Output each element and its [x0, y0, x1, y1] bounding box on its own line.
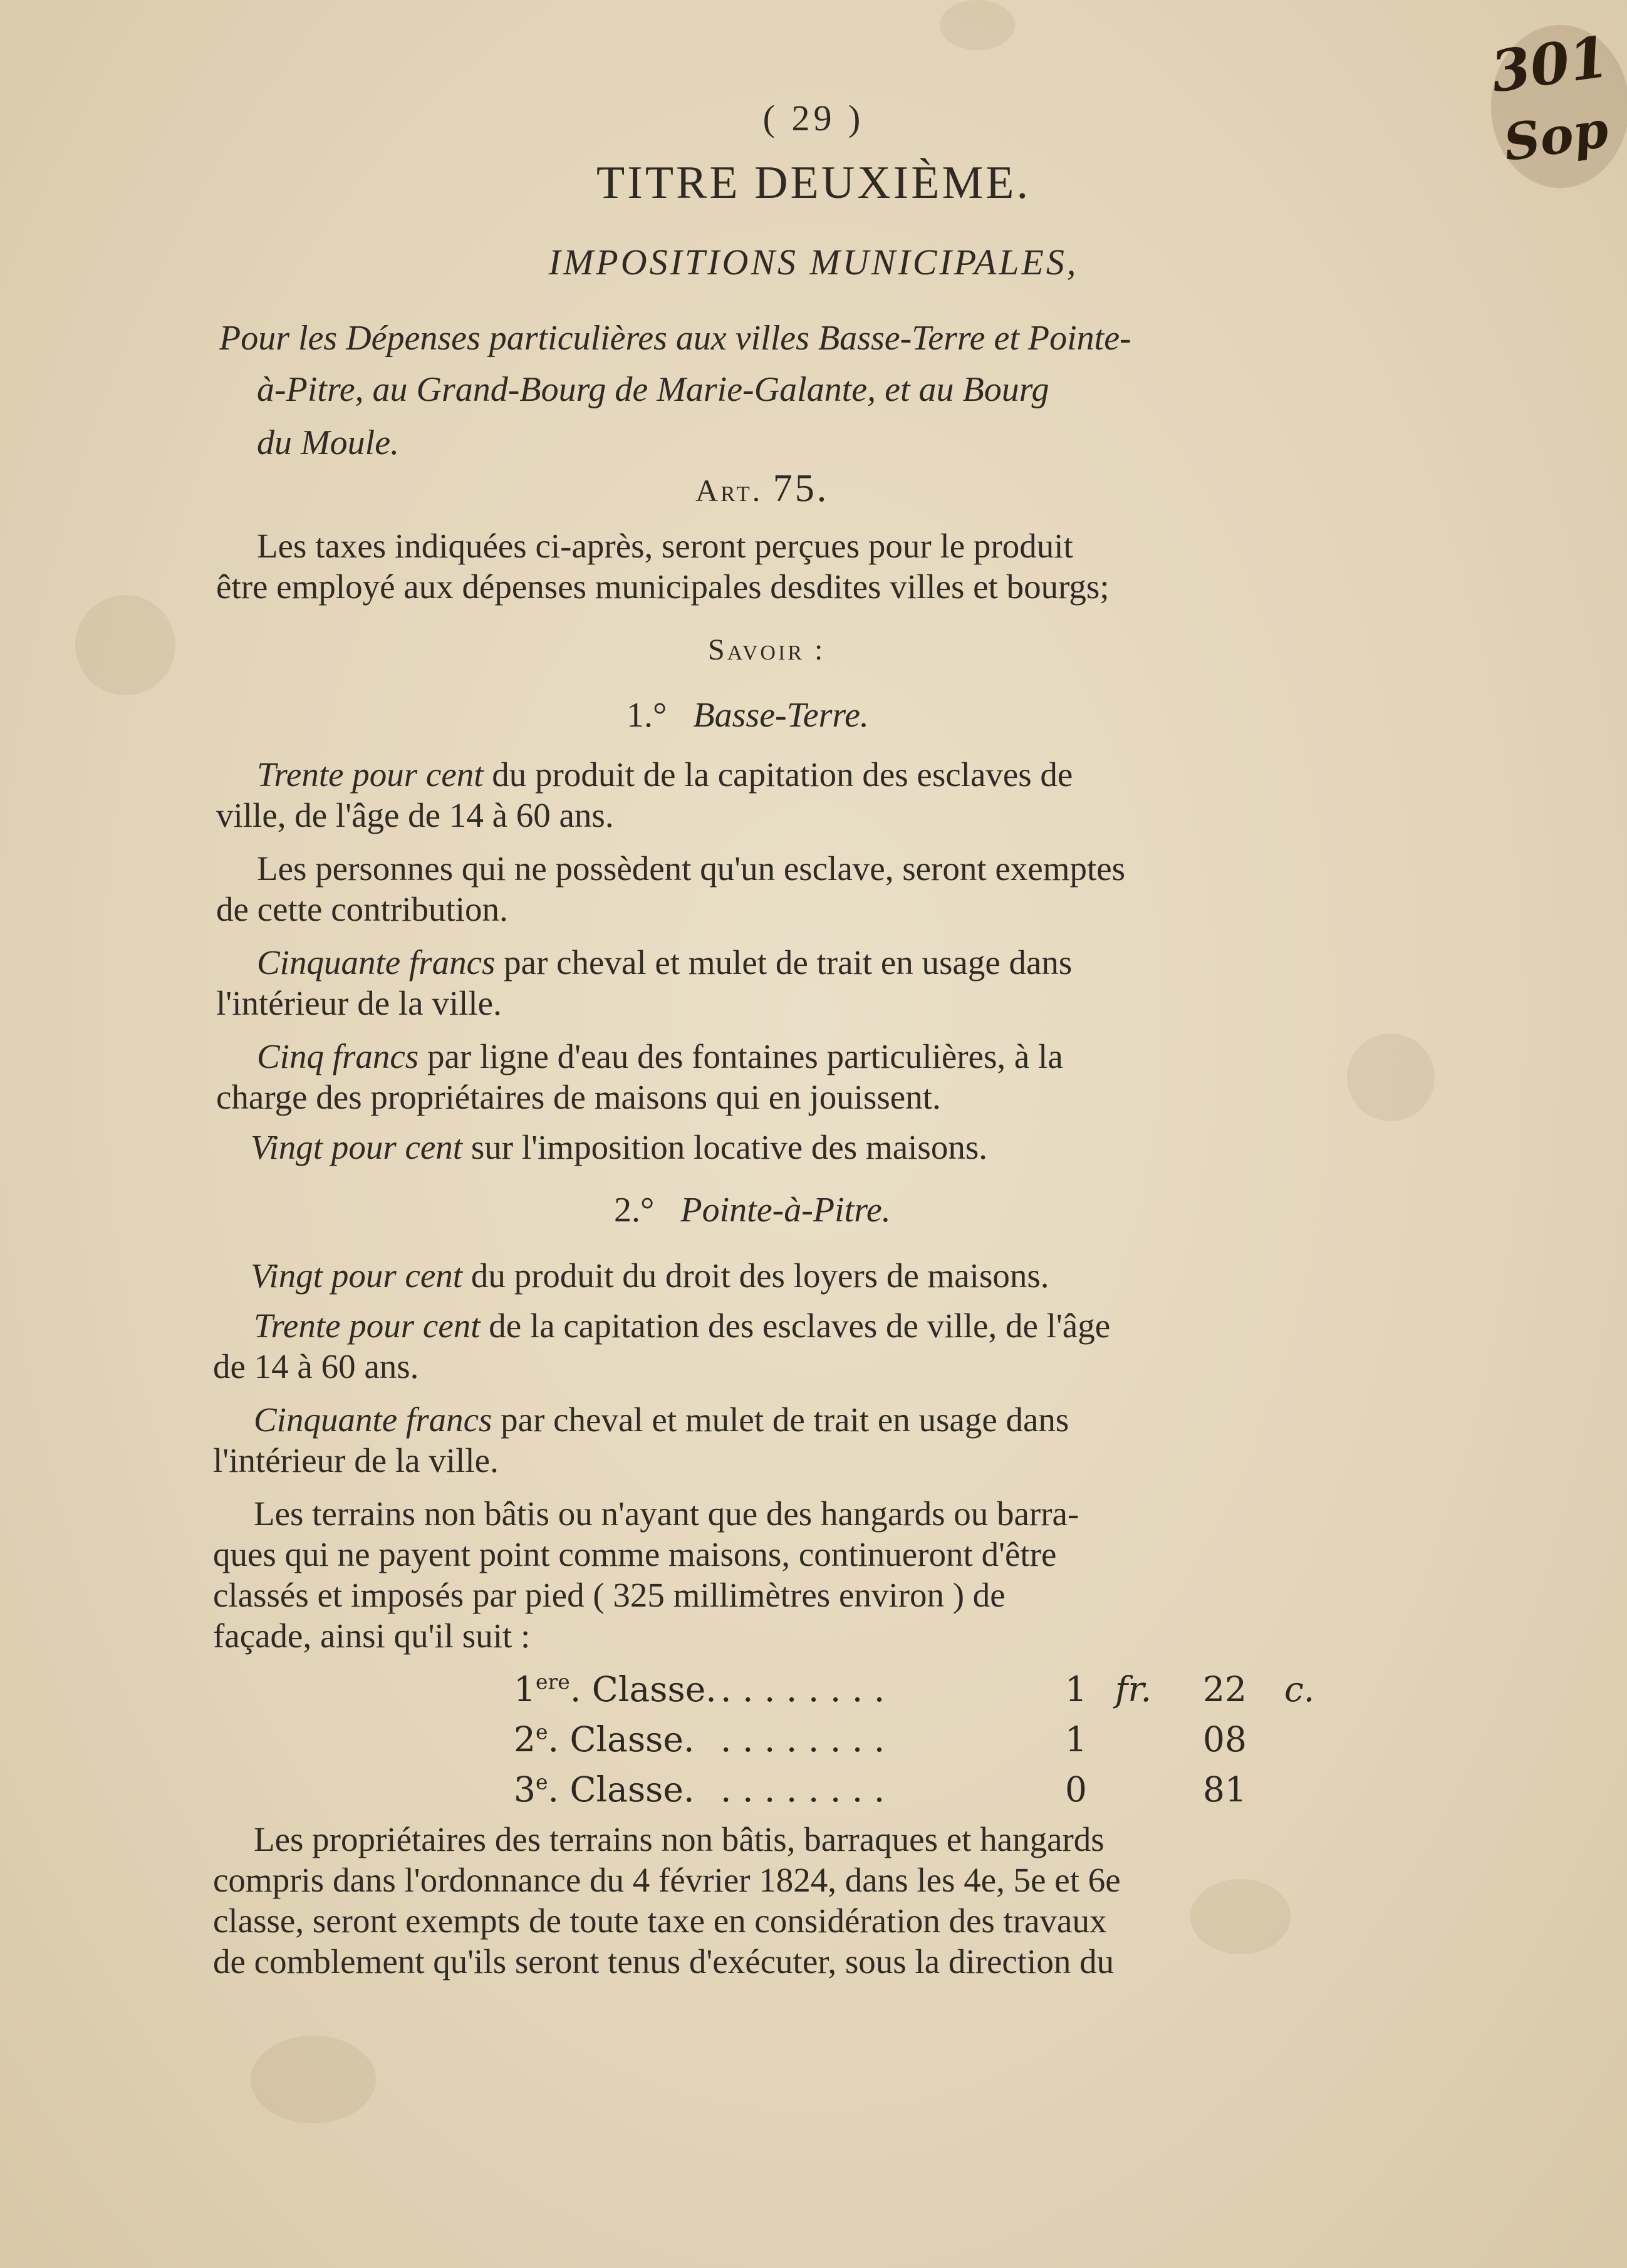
text-line: ville, de l'âge de 14 à 60 ans. [216, 796, 614, 834]
text-line: Vingt pour cent sur l'imposition locative des maisons. [251, 1128, 987, 1166]
text-line: classés et imposés par pied ( 325 millimètres environ ) de [213, 1576, 1006, 1614]
tax-class-row [0, 1769, 1627, 1813]
text-line: classe, seront exempts de toute taxe en considération des travaux [213, 1902, 1107, 1940]
class-ordinal: 3e. Classe. [514, 1769, 695, 1810]
article-heading [695, 467, 829, 511]
unit-francs: fr. [1115, 1669, 1152, 1709]
section-heading-basse-terre [626, 695, 869, 735]
tax-class-row [0, 1669, 1627, 1713]
amount-cents: 08 [1203, 1719, 1247, 1759]
text-line: ques qui ne payent point comme maisons, continueront d'être [213, 1535, 1057, 1573]
text-line: Les propriétaires des terrains non bâtis, barraques et hangards [254, 1820, 1105, 1858]
text-line: Les terrains non bâtis ou n'ayant que des hangards ou barra- [254, 1494, 1079, 1533]
amount-francs: 0 [1065, 1769, 1087, 1810]
text-line: de 14 à 60 ans. [213, 1347, 419, 1385]
text-line: charge des propriétaires de maisons qui en jouissent. [216, 1078, 941, 1116]
handwritten-page-number: 301 [1487, 23, 1613, 106]
text-line: Trente pour cent du produit de la capitation des esclaves de [257, 755, 1073, 794]
text-line: compris dans l'ordonnance du 4 février 1824, dans les 4e, 5e et 6e [213, 1861, 1121, 1899]
amount-cents: 81 [1203, 1769, 1247, 1810]
intro-line: du Moule. [257, 423, 400, 462]
article-line: Les taxes indiquées ci-après, seront perçues pour le produit [257, 527, 1073, 565]
leader-dots: . . . . . . . . [720, 1669, 885, 1709]
page-number: ( 29 ) [762, 98, 865, 138]
paper-stain [1347, 1033, 1435, 1121]
amount-francs: 1 [1065, 1719, 1087, 1759]
handwritten-note: Sop [1500, 99, 1612, 173]
paper-stain [75, 595, 175, 695]
text-line: façade, ainsi qu'il suit : [213, 1617, 531, 1655]
text-line: Vingt pour cent du produit du droit des loyers de maisons. [251, 1256, 1049, 1295]
section-name: Pointe-à-Pitre. [680, 1191, 891, 1230]
text-line: Cinquante francs par cheval et mulet de trait en usage dans [257, 943, 1073, 981]
class-ordinal: 2e. Classe. [514, 1719, 695, 1759]
leader-dots: . . . . . . . . [720, 1719, 885, 1759]
intro-line: Pour les Dépenses particulières aux villes Basse-Terre et Pointe- [219, 319, 1131, 358]
section-subtitle: IMPOSITIONS MUNICIPALES, [548, 242, 1079, 282]
paper-stain [940, 0, 1015, 50]
tax-class-row [0, 1719, 1627, 1763]
text-line: Cinquante francs par cheval et mulet de trait en usage dans [254, 1401, 1069, 1439]
text-line: Cinq francs par ligne d'eau des fontaines particulières, à la [257, 1037, 1063, 1075]
article-label: Art. [695, 473, 763, 508]
amount-francs: 1 [1065, 1669, 1087, 1709]
section-title: TITRE DEUXIÈME. [596, 157, 1031, 209]
text-line: Trente pour cent de la capitation des esclaves de ville, de l'âge [254, 1307, 1111, 1345]
text-line: de comblement qu'ils seront tenus d'exécuter, sous la direction du [213, 1942, 1115, 1981]
text-line: Les personnes qui ne possèdent qu'un esclave, seront exemptes [257, 849, 1126, 888]
article-number: 75. [772, 467, 829, 510]
class-ordinal: 1ere. Classe. [514, 1669, 717, 1709]
text-line: de cette contribution. [216, 890, 508, 928]
savoir-heading: Savoir : [708, 633, 826, 666]
article-line: être employé aux dépenses municipales desdites villes et bourgs; [216, 567, 1110, 606]
unit-cents: c. [1284, 1669, 1315, 1709]
paper-stain [251, 2036, 376, 2123]
intro-line: à-Pitre, au Grand-Bourg de Marie-Galante, et au Bourg [257, 370, 1049, 409]
text-line: l'intérieur de la ville. [216, 984, 502, 1022]
section-number: 2.° [614, 1191, 655, 1230]
amount-cents: 22 [1203, 1669, 1247, 1709]
section-number: 1.° [626, 696, 667, 735]
section-name: Basse-Terre. [693, 696, 869, 735]
text-line: l'intérieur de la ville. [213, 1441, 499, 1479]
paper-stain [1190, 1879, 1291, 1954]
leader-dots: . . . . . . . . [720, 1769, 885, 1810]
section-heading-pointe-a-pitre [614, 1190, 891, 1230]
